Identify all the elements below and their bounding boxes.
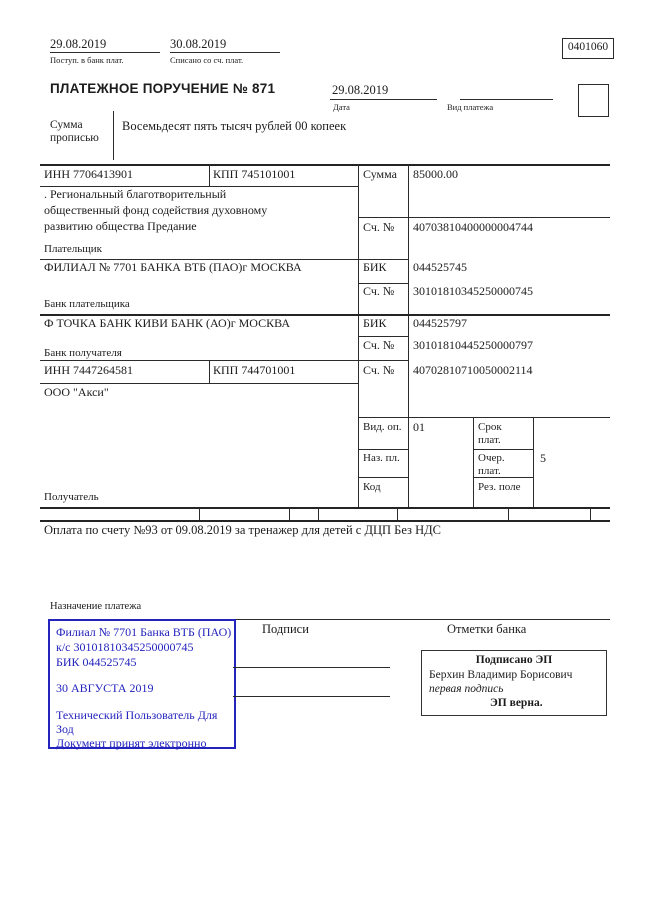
stamp-corr-account: к/с 30101810345250000745 bbox=[56, 640, 194, 654]
form-code-box bbox=[562, 38, 614, 59]
table-border bbox=[358, 336, 408, 337]
payment-term-label: Срок плат. bbox=[478, 421, 502, 446]
payer-bank-name: ФИЛИАЛ № 7701 БАНКА ВТБ (ПАО)г МОСКВА bbox=[44, 260, 302, 274]
fields-row-divider bbox=[590, 508, 591, 520]
payer-name-line: общественный фонд содействия духовному bbox=[44, 203, 268, 217]
signature-line bbox=[233, 667, 390, 668]
payee-bank-name: Ф ТОЧКА БАНК КИВИ БАНК (АО)г МОСКВА bbox=[44, 316, 291, 330]
reserve-field-label: Рез. поле bbox=[478, 481, 521, 493]
payment-type-label: Вид платежа bbox=[447, 102, 494, 112]
signed-es-title: Подписано ЭП bbox=[475, 654, 553, 666]
table-border bbox=[358, 477, 408, 478]
payment-type-underline bbox=[460, 99, 553, 100]
stamp-user-line: Технический Пользователь Для bbox=[56, 708, 218, 722]
stamp-user-line: Зод bbox=[56, 722, 74, 736]
purpose-code-label: Наз. пл. bbox=[363, 452, 400, 464]
payee-bank-account-label: Сч. № bbox=[363, 338, 395, 352]
table-border bbox=[533, 417, 534, 508]
amount-words-value: Восемьдесят пять тысяч рублей 00 копеек bbox=[122, 119, 347, 133]
purpose-underline bbox=[233, 619, 610, 620]
payee-bank-section-label: Банк получателя bbox=[44, 347, 122, 359]
code-label: Код bbox=[363, 481, 381, 493]
date-label: Дата bbox=[333, 102, 350, 112]
table-border bbox=[408, 164, 409, 508]
priority-value: 5 bbox=[540, 451, 546, 465]
signed-es-person: Берхин Владимир Борисович bbox=[429, 669, 573, 681]
fields-row-divider bbox=[318, 508, 319, 520]
bank-marks-label: Отметки банка bbox=[447, 622, 527, 636]
payer-name-line: . Региональный благотворительный bbox=[44, 187, 227, 201]
payment-purpose-label: Назначение платежа bbox=[50, 601, 142, 612]
payer-section-label: Плательщик bbox=[44, 243, 102, 255]
payee-bank-account: 30101810445250000797 bbox=[413, 338, 533, 352]
signed-es-first-signature: первая подпись bbox=[429, 683, 504, 695]
payee-bank-bik-label: БИК bbox=[363, 316, 387, 330]
received-in-bank-date: 29.08.2019 bbox=[50, 37, 107, 51]
fields-row-divider bbox=[199, 508, 200, 520]
signature-line bbox=[233, 696, 390, 697]
table-border bbox=[209, 360, 210, 383]
debited-from-account-label: Списано со сч. плат. bbox=[170, 55, 244, 65]
amount-value: 85000.00 bbox=[413, 167, 458, 181]
payer-bank-bik: 044525745 bbox=[413, 260, 467, 274]
status-box bbox=[578, 84, 609, 117]
document-date: 29.08.2019 bbox=[332, 83, 389, 97]
amount-label: Сумма bbox=[363, 167, 397, 181]
stamp-accepted-line: Документ принят электронно bbox=[56, 736, 207, 750]
table-border bbox=[40, 360, 408, 361]
payer-bank-section-label: Банк плательщика bbox=[44, 298, 130, 310]
table-border bbox=[358, 217, 610, 218]
payer-account: 40703810400000004744 bbox=[413, 220, 533, 234]
received-in-bank-label: Поступ. в банк плат. bbox=[50, 55, 124, 65]
signed-es-stamp bbox=[421, 650, 607, 716]
payee-section-label: Получатель bbox=[44, 491, 99, 503]
payer-account-label: Сч. № bbox=[363, 220, 395, 234]
document-title: ПЛАТЕЖНОЕ ПОРУЧЕНИЕ № 871 bbox=[50, 81, 276, 96]
payer-bank-bik-label: БИК bbox=[363, 260, 387, 274]
stamp-date: 30 АВГУСТА 2019 bbox=[56, 681, 154, 695]
payee-kpp: КПП 744701001 bbox=[213, 363, 296, 377]
form-code: 0401060 bbox=[567, 41, 609, 53]
op-type-label: Вид. оп. bbox=[363, 421, 402, 433]
table-border bbox=[473, 449, 533, 450]
table-border bbox=[473, 417, 474, 508]
amount-words-label: Сумма прописью bbox=[50, 119, 99, 145]
payee-name: ООО "Акси" bbox=[44, 385, 109, 399]
priority-label: Очер. плат. bbox=[478, 452, 505, 477]
table-border bbox=[358, 417, 610, 418]
op-type-value: 01 bbox=[413, 420, 425, 434]
fields-row-divider bbox=[508, 508, 509, 520]
date-underline bbox=[330, 99, 437, 100]
debited-date-underline bbox=[170, 52, 280, 53]
payer-name-line: развитию общества Предание bbox=[44, 219, 197, 233]
signatures-label: Подписи bbox=[262, 622, 309, 636]
payee-account: 40702810710050002114 bbox=[413, 363, 533, 377]
table-border bbox=[40, 507, 610, 509]
payer-kpp: КПП 745101001 bbox=[213, 167, 296, 181]
stamp-bik: БИК 044525745 bbox=[56, 655, 137, 669]
signed-es-valid: ЭП верна. bbox=[490, 697, 543, 709]
fields-row-divider bbox=[397, 508, 398, 520]
payee-bank-bik: 044525797 bbox=[413, 316, 467, 330]
debited-from-account-date: 30.08.2019 bbox=[170, 37, 227, 51]
payer-inn: ИНН 7706413901 bbox=[44, 167, 133, 181]
table-border bbox=[40, 164, 610, 166]
table-border bbox=[40, 383, 358, 384]
payer-bank-account: 30101810345250000745 bbox=[413, 284, 533, 298]
table-border bbox=[209, 164, 210, 186]
payee-account-label: Сч. № bbox=[363, 363, 395, 377]
table-border bbox=[358, 449, 408, 450]
received-date-underline bbox=[50, 52, 160, 53]
fields-row-divider bbox=[289, 508, 290, 520]
stamp-bank-name: Филиал № 7701 Банка ВТБ (ПАО) bbox=[56, 625, 232, 639]
payment-purpose-text: Оплата по счету №93 от 09.08.2019 за тренажер для детей с ДЦП Без НДС bbox=[44, 523, 442, 537]
amount-words-divider bbox=[113, 111, 114, 160]
table-border bbox=[40, 520, 610, 522]
bank-electronic-stamp bbox=[48, 619, 236, 749]
payer-bank-account-label: Сч. № bbox=[363, 284, 395, 298]
payee-inn: ИНН 7447264581 bbox=[44, 363, 133, 377]
